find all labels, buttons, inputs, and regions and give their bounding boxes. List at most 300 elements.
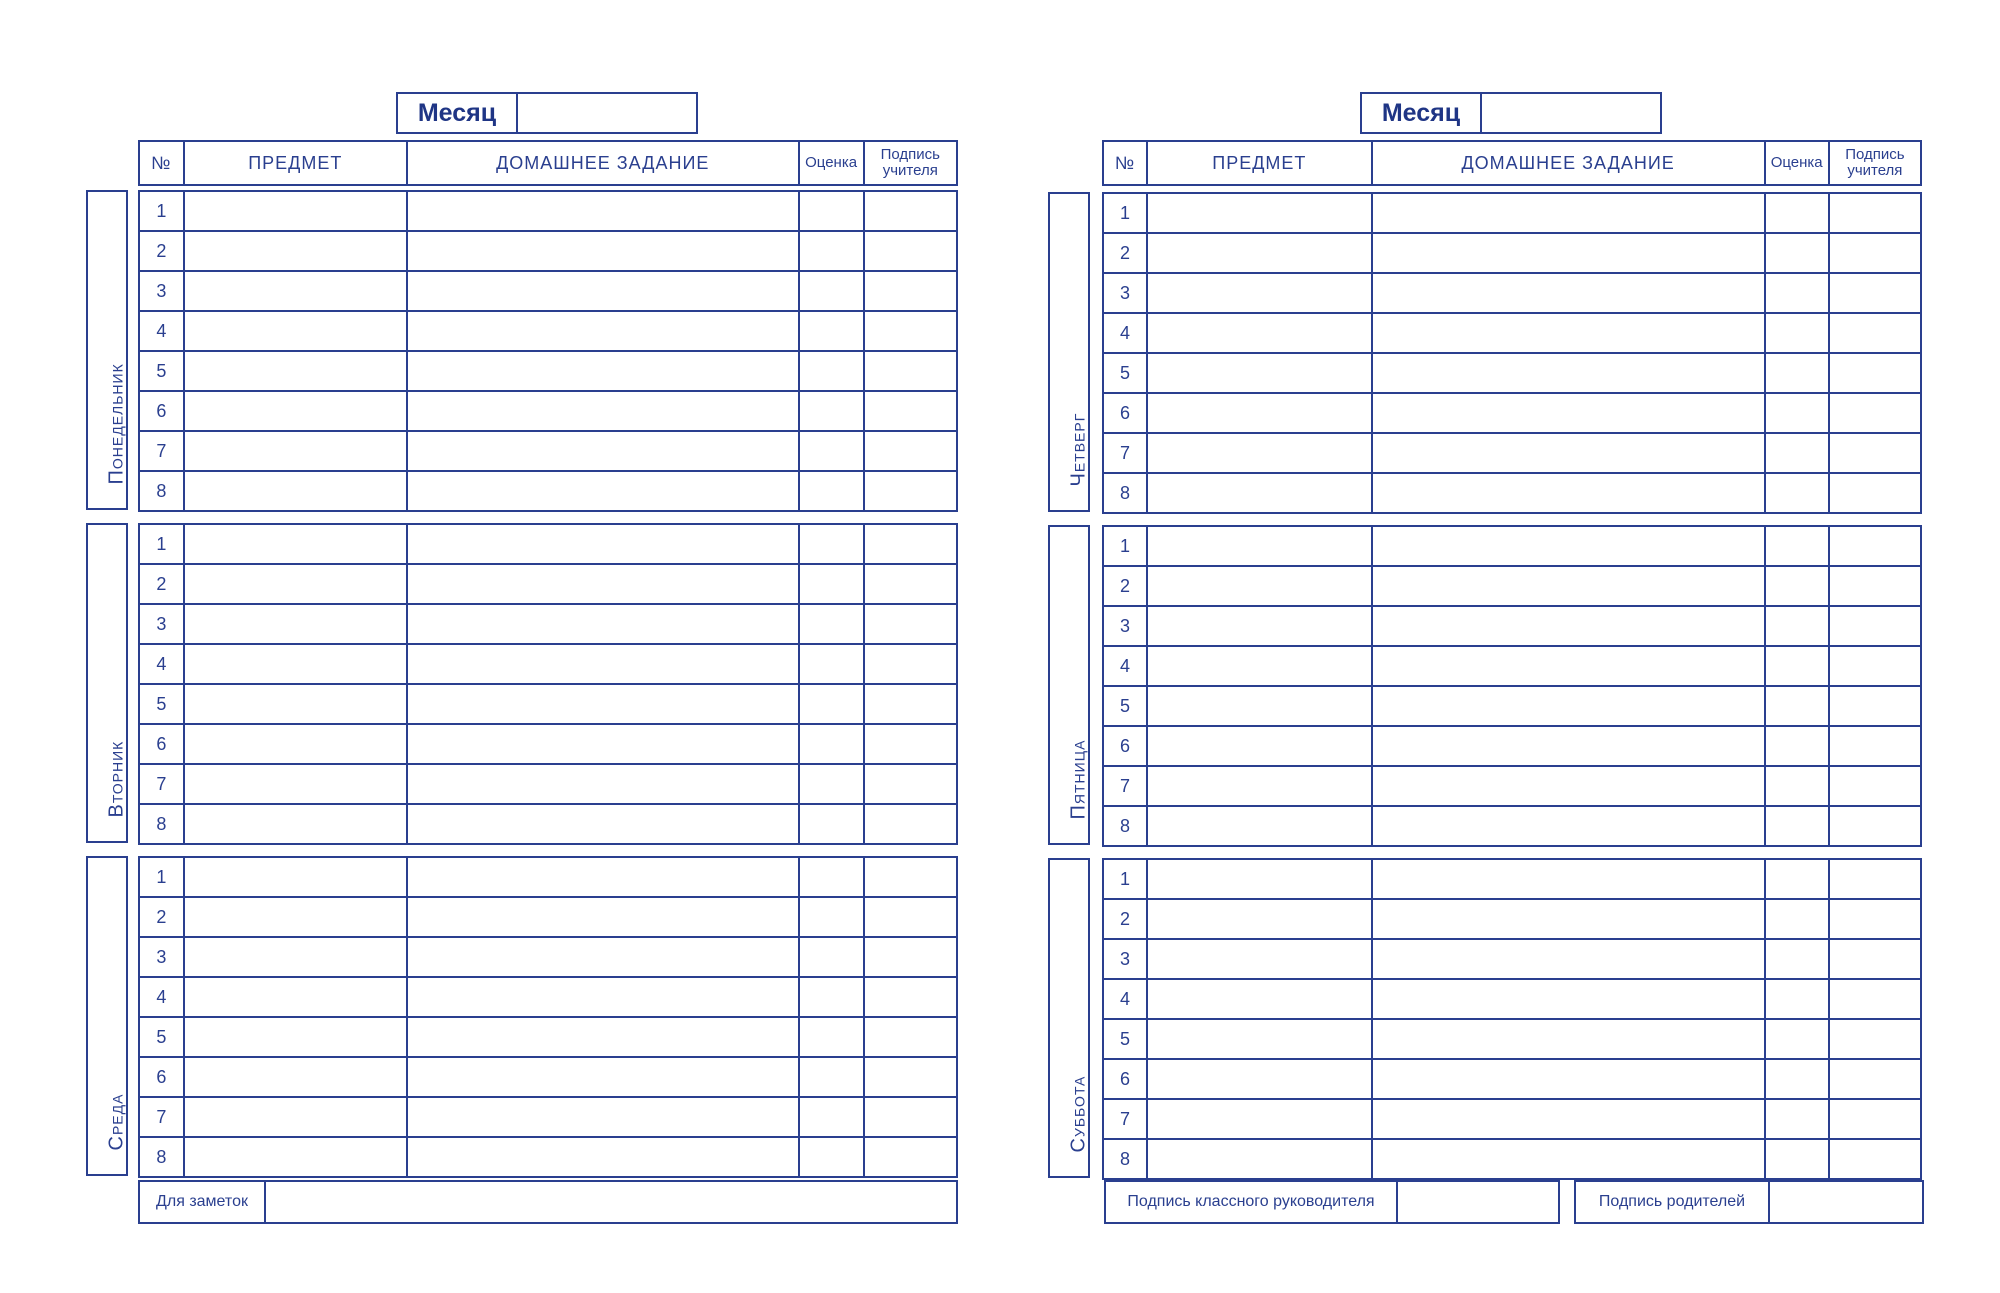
- homework-cell[interactable]: [1372, 646, 1765, 686]
- lesson-subject-cell[interactable]: [1147, 313, 1372, 353]
- grade-cell[interactable]: [1765, 473, 1829, 513]
- lesson-subject-cell[interactable]: [184, 564, 407, 604]
- day-block: [1046, 525, 1918, 845]
- lesson-subject-cell[interactable]: [1147, 726, 1372, 766]
- lesson-subject-cell[interactable]: [184, 524, 407, 564]
- lesson-row: [1103, 859, 1921, 899]
- lesson-number: 5: [1103, 353, 1147, 393]
- lesson-number: 3: [1103, 273, 1147, 313]
- grade-cell[interactable]: [799, 604, 864, 644]
- day-name: Четверг: [1067, 412, 1090, 487]
- grade-cell[interactable]: [799, 804, 864, 844]
- grade-cell[interactable]: [1765, 1099, 1829, 1139]
- class-teacher-signature-label: Подпись классного руководителя: [1106, 1182, 1398, 1222]
- lesson-subject-cell[interactable]: [1147, 393, 1372, 433]
- teacher-signature-cell[interactable]: [1829, 193, 1921, 233]
- teacher-signature-cell[interactable]: [864, 471, 957, 511]
- grade-cell[interactable]: [799, 724, 864, 764]
- lesson-number: 1: [139, 857, 184, 897]
- teacher-signature-cell[interactable]: [864, 311, 957, 351]
- grade-cell[interactable]: [799, 524, 864, 564]
- teacher-signature-cell[interactable]: [864, 1057, 957, 1097]
- lesson-number: 3: [139, 937, 184, 977]
- header-teacher-signature: Подпись учителя: [864, 141, 957, 185]
- grade-cell[interactable]: [799, 564, 864, 604]
- lesson-number: 8: [139, 1137, 184, 1177]
- day-block: [86, 523, 958, 843]
- lesson-subject-cell[interactable]: [184, 724, 407, 764]
- header-subject: ПРЕДМЕТ: [1147, 141, 1372, 185]
- lesson-number: 4: [139, 311, 184, 351]
- lesson-row: [1103, 646, 1921, 686]
- lesson-subject-cell[interactable]: [1147, 193, 1372, 233]
- homework-cell[interactable]: [1372, 193, 1765, 233]
- lesson-subject-cell[interactable]: [1147, 1019, 1372, 1059]
- grade-cell[interactable]: [799, 684, 864, 724]
- grade-cell[interactable]: [799, 391, 864, 431]
- teacher-signature-cell[interactable]: [864, 524, 957, 564]
- lesson-subject-cell[interactable]: [1147, 566, 1372, 606]
- teacher-signature-cell[interactable]: [1829, 433, 1921, 473]
- teacher-signature-cell[interactable]: [1829, 1019, 1921, 1059]
- homework-cell[interactable]: [407, 897, 799, 937]
- homework-cell[interactable]: [407, 1097, 799, 1137]
- homework-cell[interactable]: [1372, 473, 1765, 513]
- lesson-row: [139, 351, 957, 391]
- lesson-subject-cell[interactable]: [184, 897, 407, 937]
- lesson-number: 1: [139, 191, 184, 231]
- grade-cell[interactable]: [1765, 1059, 1829, 1099]
- lesson-subject-cell[interactable]: [1147, 273, 1372, 313]
- lesson-row: [139, 311, 957, 351]
- lesson-row: [1103, 433, 1921, 473]
- lesson-subject-cell[interactable]: [184, 804, 407, 844]
- grade-cell[interactable]: [799, 271, 864, 311]
- lesson-row: [1103, 473, 1921, 513]
- parents-signature-label: Подпись родителей: [1576, 1182, 1770, 1222]
- lesson-row: [1103, 979, 1921, 1019]
- lesson-row: [139, 564, 957, 604]
- homework-cell[interactable]: [1372, 1059, 1765, 1099]
- lesson-number: 2: [139, 231, 184, 271]
- lesson-row: [1103, 1059, 1921, 1099]
- diary-page-left: [86, 0, 940, 1293]
- header-homework: ДОМАШНЕЕ ЗАДАНИЕ: [1372, 141, 1765, 185]
- teacher-signature-cell[interactable]: [864, 271, 957, 311]
- homework-cell[interactable]: [407, 191, 799, 231]
- teacher-signature-cell[interactable]: [1829, 313, 1921, 353]
- teacher-signature-cell[interactable]: [1829, 1099, 1921, 1139]
- teacher-signature-cell[interactable]: [1829, 526, 1921, 566]
- homework-cell[interactable]: [1372, 686, 1765, 726]
- lesson-subject-cell[interactable]: [184, 231, 407, 271]
- grade-cell[interactable]: [1765, 566, 1829, 606]
- teacher-signature-cell[interactable]: [864, 351, 957, 391]
- grade-cell[interactable]: [1765, 1139, 1829, 1179]
- header-teacher-signature: Подпись учителя: [1829, 141, 1921, 185]
- teacher-signature-cell[interactable]: [1829, 606, 1921, 646]
- lesson-subject-cell[interactable]: [184, 431, 407, 471]
- lesson-row: [1103, 233, 1921, 273]
- lesson-number: 3: [139, 271, 184, 311]
- grade-cell[interactable]: [799, 644, 864, 684]
- lesson-row: [1103, 193, 1921, 233]
- grade-cell[interactable]: [1765, 193, 1829, 233]
- lesson-subject-cell[interactable]: [184, 271, 407, 311]
- grade-cell[interactable]: [799, 471, 864, 511]
- teacher-signature-cell[interactable]: [1829, 273, 1921, 313]
- homework-cell[interactable]: [407, 1017, 799, 1057]
- header-num: №: [1103, 141, 1147, 185]
- day-name: Пятница: [1067, 739, 1090, 820]
- column-header: [138, 140, 958, 186]
- lessons-table: [138, 856, 958, 1178]
- lesson-subject-cell[interactable]: [1147, 646, 1372, 686]
- grade-cell[interactable]: [1765, 313, 1829, 353]
- lesson-number: 3: [139, 604, 184, 644]
- lesson-subject-cell[interactable]: [1147, 939, 1372, 979]
- homework-cell[interactable]: [407, 231, 799, 271]
- lesson-row: [139, 391, 957, 431]
- teacher-signature-cell[interactable]: [864, 391, 957, 431]
- grade-cell[interactable]: [799, 1137, 864, 1177]
- teacher-signature-cell[interactable]: [1829, 766, 1921, 806]
- homework-cell[interactable]: [1372, 233, 1765, 273]
- teacher-signature-cell[interactable]: [1829, 646, 1921, 686]
- day-block: [86, 190, 958, 510]
- homework-cell[interactable]: [1372, 526, 1765, 566]
- teacher-signature-cell[interactable]: [864, 857, 957, 897]
- homework-cell[interactable]: [407, 937, 799, 977]
- lesson-subject-cell[interactable]: [1147, 859, 1372, 899]
- lesson-row: [139, 1137, 957, 1177]
- homework-cell[interactable]: [1372, 1099, 1765, 1139]
- homework-cell[interactable]: [407, 724, 799, 764]
- homework-cell[interactable]: [1372, 313, 1765, 353]
- grade-cell[interactable]: [1765, 526, 1829, 566]
- homework-cell[interactable]: [1372, 273, 1765, 313]
- lesson-subject-cell[interactable]: [184, 857, 407, 897]
- teacher-signature-cell[interactable]: [1829, 859, 1921, 899]
- lesson-row: [1103, 393, 1921, 433]
- grade-cell[interactable]: [1765, 979, 1829, 1019]
- homework-cell[interactable]: [407, 684, 799, 724]
- lessons-table: [1102, 525, 1922, 847]
- teacher-signature-cell[interactable]: [864, 564, 957, 604]
- teacher-signature-cell[interactable]: [864, 431, 957, 471]
- homework-cell[interactable]: [407, 311, 799, 351]
- teacher-signature-cell[interactable]: [1829, 899, 1921, 939]
- homework-cell[interactable]: [407, 271, 799, 311]
- homework-cell[interactable]: [1372, 766, 1765, 806]
- teacher-signature-cell[interactable]: [864, 1017, 957, 1057]
- teacher-signature-cell[interactable]: [1829, 393, 1921, 433]
- lesson-subject-cell[interactable]: [1147, 806, 1372, 846]
- lesson-subject-cell[interactable]: [1147, 766, 1372, 806]
- homework-cell[interactable]: [407, 977, 799, 1017]
- homework-cell[interactable]: [407, 391, 799, 431]
- homework-cell[interactable]: [407, 644, 799, 684]
- teacher-signature-cell[interactable]: [1829, 1059, 1921, 1099]
- lesson-subject-cell[interactable]: [184, 604, 407, 644]
- lesson-number: 2: [139, 564, 184, 604]
- teacher-signature-cell[interactable]: [1829, 353, 1921, 393]
- teacher-signature-cell[interactable]: [864, 764, 957, 804]
- homework-cell[interactable]: [407, 604, 799, 644]
- teacher-signature-cell[interactable]: [1829, 939, 1921, 979]
- lesson-row: [139, 471, 957, 511]
- teacher-signature-cell[interactable]: [864, 604, 957, 644]
- lesson-subject-cell[interactable]: [1147, 899, 1372, 939]
- lesson-row: [1103, 806, 1921, 846]
- homework-cell[interactable]: [407, 471, 799, 511]
- parents-signature-field[interactable]: [1770, 1182, 1922, 1222]
- lesson-subject-cell[interactable]: [184, 471, 407, 511]
- homework-cell[interactable]: [1372, 353, 1765, 393]
- lesson-subject-cell[interactable]: [1147, 353, 1372, 393]
- notes-field[interactable]: [266, 1182, 956, 1222]
- lesson-row: [139, 1017, 957, 1057]
- class-teacher-signature-field[interactable]: [1398, 1182, 1558, 1222]
- teacher-signature-cell[interactable]: [864, 977, 957, 1017]
- teacher-signature-cell[interactable]: [1829, 233, 1921, 273]
- notes-label: Для заметок: [140, 1182, 266, 1222]
- lesson-subject-cell[interactable]: [184, 391, 407, 431]
- lesson-row: [1103, 686, 1921, 726]
- homework-cell[interactable]: [1372, 859, 1765, 899]
- grade-cell[interactable]: [799, 1017, 864, 1057]
- teacher-signature-cell[interactable]: [1829, 473, 1921, 513]
- lesson-row: [1103, 353, 1921, 393]
- lesson-subject-cell[interactable]: [184, 764, 407, 804]
- homework-cell[interactable]: [1372, 1139, 1765, 1179]
- grade-cell[interactable]: [799, 431, 864, 471]
- month-box: [396, 92, 698, 134]
- lesson-row: [139, 724, 957, 764]
- homework-cell[interactable]: [407, 1057, 799, 1097]
- teacher-signature-cell[interactable]: [864, 191, 957, 231]
- lesson-subject-cell[interactable]: [1147, 433, 1372, 473]
- grade-cell[interactable]: [1765, 646, 1829, 686]
- grade-cell[interactable]: [1765, 353, 1829, 393]
- grade-cell[interactable]: [799, 764, 864, 804]
- lesson-row: [1103, 1139, 1921, 1179]
- homework-cell[interactable]: [1372, 566, 1765, 606]
- lesson-subject-cell[interactable]: [184, 191, 407, 231]
- header-homework: ДОМАШНЕЕ ЗАДАНИЕ: [407, 141, 799, 185]
- month-field[interactable]: [518, 94, 696, 132]
- lesson-number: 5: [1103, 1019, 1147, 1059]
- lesson-number: 2: [1103, 233, 1147, 273]
- grade-cell[interactable]: [799, 351, 864, 391]
- homework-cell[interactable]: [1372, 606, 1765, 646]
- column-header: [1102, 140, 1922, 186]
- grade-cell[interactable]: [1765, 726, 1829, 766]
- lesson-subject-cell[interactable]: [184, 1097, 407, 1137]
- lesson-number: 6: [1103, 726, 1147, 766]
- homework-cell[interactable]: [1372, 899, 1765, 939]
- grade-cell[interactable]: [1765, 766, 1829, 806]
- teacher-signature-cell[interactable]: [1829, 1139, 1921, 1179]
- homework-cell[interactable]: [407, 351, 799, 391]
- lesson-row: [139, 644, 957, 684]
- teacher-signature-cell[interactable]: [1829, 566, 1921, 606]
- day-label: [1048, 525, 1090, 845]
- grade-cell[interactable]: [1765, 606, 1829, 646]
- teacher-signature-cell[interactable]: [864, 644, 957, 684]
- homework-cell[interactable]: [1372, 979, 1765, 1019]
- lesson-row: [139, 524, 957, 564]
- day-name: Среда: [105, 1093, 128, 1151]
- lessons-table: [138, 523, 958, 845]
- lesson-number: 7: [1103, 766, 1147, 806]
- lesson-number: 7: [1103, 1099, 1147, 1139]
- lesson-row: [1103, 606, 1921, 646]
- lesson-row: [139, 231, 957, 271]
- grade-cell[interactable]: [799, 897, 864, 937]
- homework-cell[interactable]: [1372, 393, 1765, 433]
- teacher-signature-cell[interactable]: [1829, 806, 1921, 846]
- lesson-subject-cell[interactable]: [1147, 979, 1372, 1019]
- day-label: [86, 523, 128, 843]
- grade-cell[interactable]: [799, 857, 864, 897]
- lesson-number: 5: [139, 684, 184, 724]
- lesson-subject-cell[interactable]: [1147, 1139, 1372, 1179]
- lesson-row: [139, 1057, 957, 1097]
- homework-cell[interactable]: [407, 804, 799, 844]
- homework-cell[interactable]: [1372, 939, 1765, 979]
- lesson-number: 3: [1103, 606, 1147, 646]
- lesson-number: 1: [1103, 193, 1147, 233]
- grade-cell[interactable]: [1765, 393, 1829, 433]
- day-name: Вторник: [105, 740, 128, 818]
- diary-page-right: [1046, 0, 1905, 1293]
- lesson-number: 8: [139, 804, 184, 844]
- lesson-number: 7: [139, 1097, 184, 1137]
- lessons-table: [1102, 858, 1922, 1180]
- lesson-number: 4: [1103, 313, 1147, 353]
- lesson-row: [139, 604, 957, 644]
- teacher-signature-cell[interactable]: [1829, 686, 1921, 726]
- grade-cell[interactable]: [1765, 806, 1829, 846]
- lesson-number: 5: [1103, 686, 1147, 726]
- lesson-subject-cell[interactable]: [1147, 606, 1372, 646]
- day-label: [86, 856, 128, 1176]
- lesson-number: 6: [139, 1057, 184, 1097]
- lesson-subject-cell[interactable]: [1147, 233, 1372, 273]
- grade-cell[interactable]: [799, 1057, 864, 1097]
- lesson-number: 4: [1103, 979, 1147, 1019]
- teacher-signature-cell[interactable]: [864, 897, 957, 937]
- homework-cell[interactable]: [1372, 806, 1765, 846]
- homework-cell[interactable]: [1372, 1019, 1765, 1059]
- homework-cell[interactable]: [407, 524, 799, 564]
- day-name: Понедельник: [105, 363, 128, 485]
- lesson-subject-cell[interactable]: [184, 977, 407, 1017]
- lesson-row: [1103, 939, 1921, 979]
- lesson-number: 2: [1103, 566, 1147, 606]
- homework-cell[interactable]: [407, 431, 799, 471]
- lesson-row: [139, 804, 957, 844]
- grade-cell[interactable]: [799, 311, 864, 351]
- lesson-subject-cell[interactable]: [184, 351, 407, 391]
- teacher-signature-cell[interactable]: [864, 804, 957, 844]
- grade-cell[interactable]: [1765, 233, 1829, 273]
- teacher-signature-cell[interactable]: [1829, 726, 1921, 766]
- teacher-signature-cell[interactable]: [864, 684, 957, 724]
- grade-cell[interactable]: [1765, 899, 1829, 939]
- lesson-number: 6: [1103, 1059, 1147, 1099]
- lesson-subject-cell[interactable]: [1147, 1059, 1372, 1099]
- month-field[interactable]: [1482, 94, 1660, 132]
- teacher-signature-cell[interactable]: [864, 937, 957, 977]
- month-box: [1360, 92, 1662, 134]
- grade-cell[interactable]: [799, 977, 864, 1017]
- lesson-subject-cell[interactable]: [184, 311, 407, 351]
- homework-cell[interactable]: [1372, 726, 1765, 766]
- lesson-row: [139, 684, 957, 724]
- lesson-row: [1103, 1099, 1921, 1139]
- notes-box: [138, 1180, 958, 1224]
- lesson-number: 4: [139, 644, 184, 684]
- teacher-signature-cell[interactable]: [864, 231, 957, 271]
- day-label: [1048, 192, 1090, 512]
- grade-cell[interactable]: [799, 231, 864, 271]
- lesson-row: [1103, 1019, 1921, 1059]
- lesson-row: [139, 191, 957, 231]
- homework-cell[interactable]: [407, 564, 799, 604]
- lesson-subject-cell[interactable]: [184, 937, 407, 977]
- lesson-number: 5: [139, 1017, 184, 1057]
- lesson-subject-cell[interactable]: [1147, 473, 1372, 513]
- class-teacher-signature-box: [1104, 1180, 1560, 1224]
- teacher-signature-cell[interactable]: [1829, 979, 1921, 1019]
- grade-cell[interactable]: [1765, 939, 1829, 979]
- grade-cell[interactable]: [1765, 686, 1829, 726]
- lesson-number: 1: [1103, 526, 1147, 566]
- lesson-subject-cell[interactable]: [184, 1017, 407, 1057]
- header-grade: Оценка: [1765, 141, 1829, 185]
- grade-cell[interactable]: [1765, 273, 1829, 313]
- grade-cell[interactable]: [799, 191, 864, 231]
- lesson-number: 1: [139, 524, 184, 564]
- teacher-signature-cell[interactable]: [864, 1137, 957, 1177]
- homework-cell[interactable]: [407, 857, 799, 897]
- homework-cell[interactable]: [407, 1137, 799, 1177]
- lesson-subject-cell[interactable]: [184, 644, 407, 684]
- teacher-signature-cell[interactable]: [864, 1097, 957, 1137]
- grade-cell[interactable]: [799, 1097, 864, 1137]
- homework-cell[interactable]: [407, 764, 799, 804]
- lesson-subject-cell[interactable]: [1147, 686, 1372, 726]
- lesson-row: [139, 937, 957, 977]
- lesson-subject-cell[interactable]: [1147, 1099, 1372, 1139]
- lesson-number: 8: [139, 471, 184, 511]
- grade-cell[interactable]: [1765, 433, 1829, 473]
- grade-cell[interactable]: [799, 937, 864, 977]
- grade-cell[interactable]: [1765, 1019, 1829, 1059]
- lesson-number: 8: [1103, 1139, 1147, 1179]
- lesson-subject-cell[interactable]: [1147, 526, 1372, 566]
- lesson-subject-cell[interactable]: [184, 1137, 407, 1177]
- grade-cell[interactable]: [1765, 859, 1829, 899]
- header-subject: ПРЕДМЕТ: [184, 141, 407, 185]
- lesson-subject-cell[interactable]: [184, 684, 407, 724]
- lesson-subject-cell[interactable]: [184, 1057, 407, 1097]
- homework-cell[interactable]: [1372, 433, 1765, 473]
- teacher-signature-cell[interactable]: [864, 724, 957, 764]
- lesson-number: 1: [1103, 859, 1147, 899]
